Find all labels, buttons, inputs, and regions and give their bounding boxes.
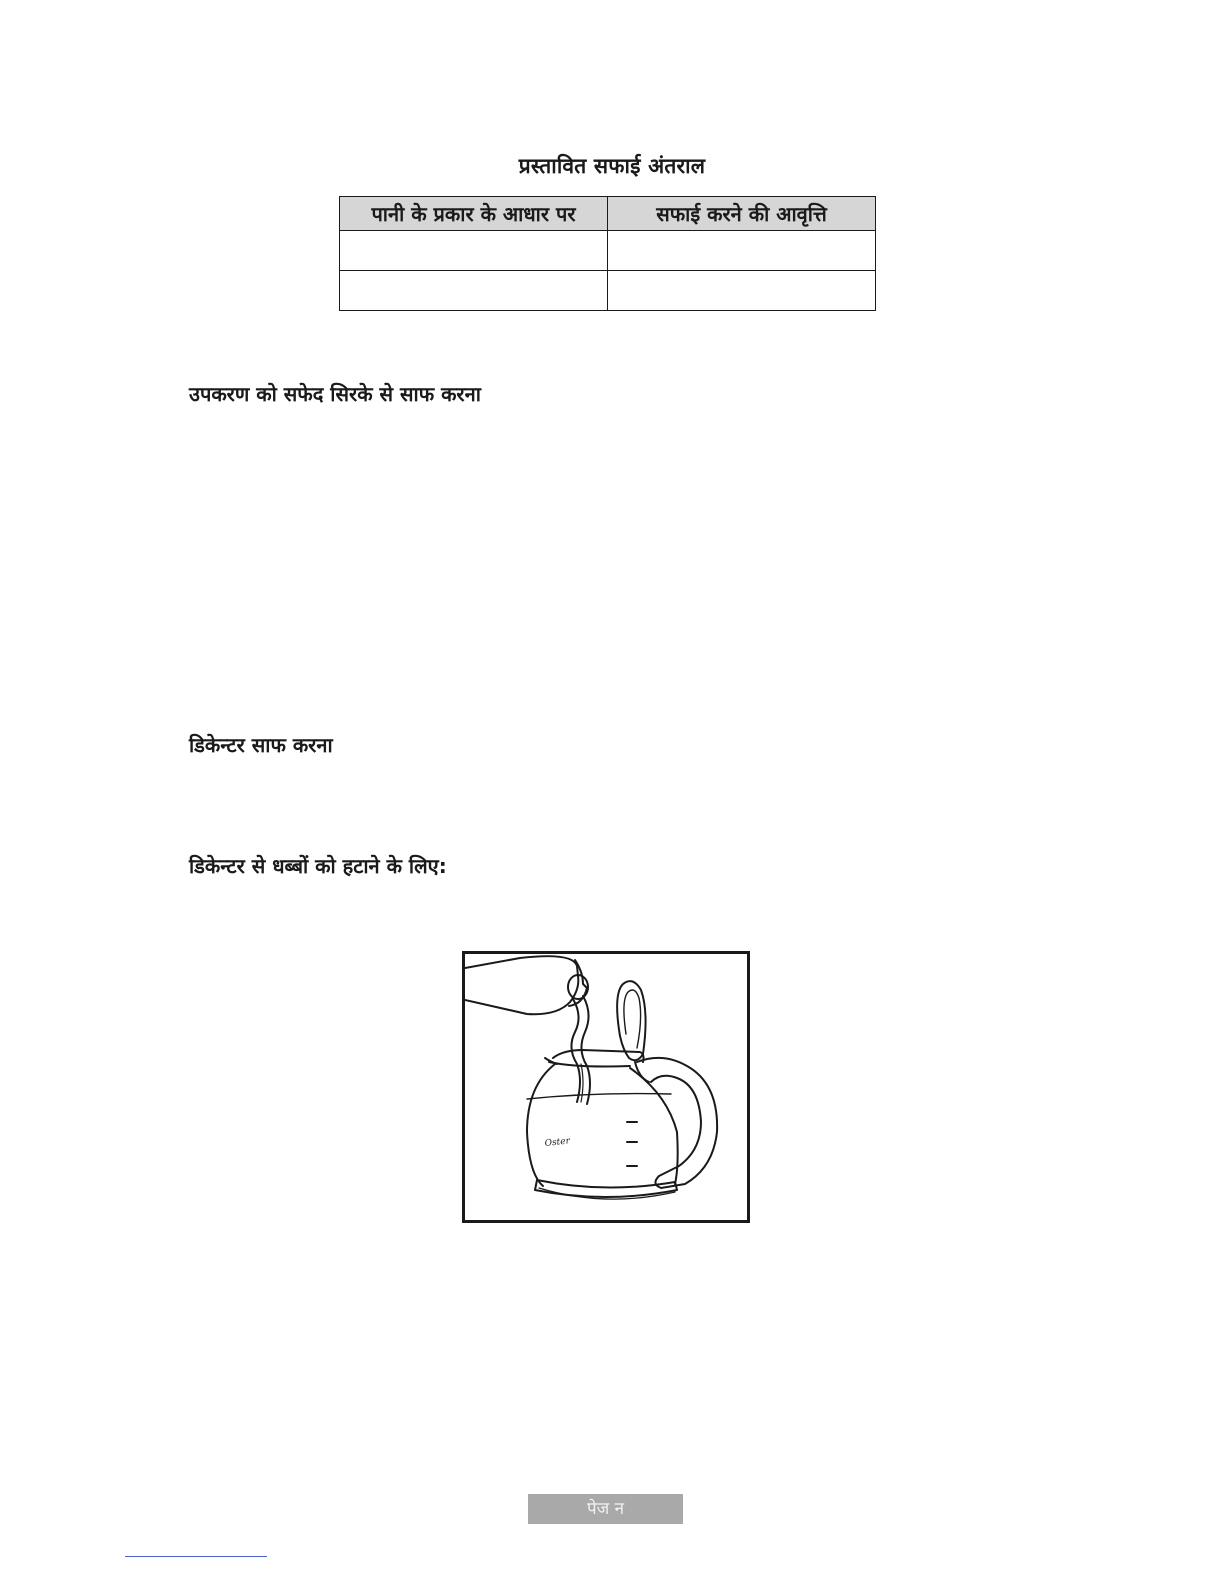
table-row bbox=[340, 231, 876, 271]
cleaning-interval-table bbox=[339, 196, 876, 311]
table-row bbox=[340, 271, 876, 311]
header-water-type: पानी के प्रकार के आधार पर bbox=[340, 197, 608, 231]
decanter-pour-drawing bbox=[465, 954, 747, 1220]
vinegar-cleaning-heading: उपकरण को सफेद सिरके से साफ करना bbox=[189, 382, 481, 406]
decanter-brand-label: Oster bbox=[544, 1136, 571, 1149]
table-cell bbox=[340, 271, 608, 311]
header-cleaning-frequency: सफाई करने की आवृत्ति bbox=[608, 197, 876, 231]
table-header-row bbox=[340, 197, 876, 231]
decanter-illustration bbox=[462, 951, 750, 1223]
stain-removal-heading: डिकेन्टर से धब्बों को हटाने के लिए: bbox=[189, 854, 447, 878]
table-cell bbox=[340, 231, 608, 271]
table-cell bbox=[608, 231, 876, 271]
bottom-link-underline bbox=[125, 1556, 267, 1557]
table-title: प्रस्तावित सफाई अंतराल bbox=[518, 154, 706, 178]
table-cell bbox=[608, 271, 876, 311]
page-number-box: पेज न bbox=[528, 1494, 683, 1524]
decanter-cleaning-heading: डिकेन्टर साफ करना bbox=[189, 733, 333, 757]
